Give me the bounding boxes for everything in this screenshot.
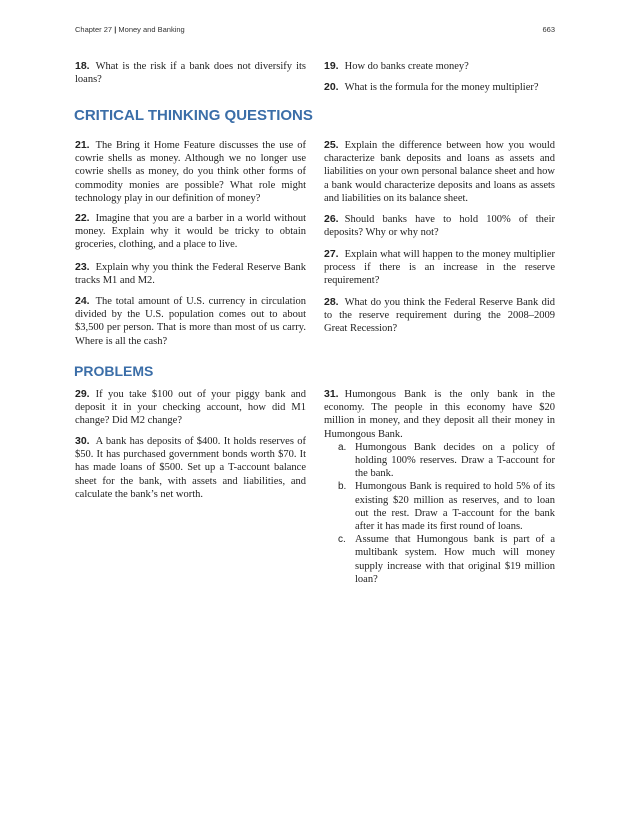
question-19 bbox=[324, 60, 555, 73]
problem-31-subitems bbox=[324, 441, 555, 586]
chapter-number: Chapter 27 bbox=[75, 25, 113, 34]
question-number: 21. bbox=[75, 139, 90, 151]
question-number: 20. bbox=[324, 81, 339, 93]
question-text: What is the formula for the money multiplier? bbox=[344, 82, 539, 93]
question-number: 29. bbox=[75, 388, 90, 400]
question-text: If you take $100 out of your piggy bank and deposit it in your checking account, how did M1 change? Did M2 change? bbox=[75, 389, 306, 427]
question-20 bbox=[324, 81, 555, 94]
page-number: 663 bbox=[542, 25, 555, 34]
question-22 bbox=[75, 212, 306, 252]
question-text: Explain why you think the Federal Reserve Bank tracks M1 and M2. bbox=[75, 262, 306, 287]
question-18 bbox=[75, 60, 306, 86]
question-text: Explain the difference between how you would characterize bank deposits and loans as assets and liabilities on your own personal balance sheet and how a bank would characterize deposits and loans as assets and liabilities on its balance sheet. bbox=[324, 140, 555, 204]
header-separator: | bbox=[114, 25, 117, 34]
question-number: 28. bbox=[324, 296, 339, 308]
question-24 bbox=[75, 295, 306, 348]
question-text: A bank has deposits of $400. It holds reserves of $50. It has purchased government bonds worth $70. It has made loans of $500. Set up a T-account balance sheet for the bank, with assets and liabilities, and calculate the bank’s net worth. bbox=[75, 436, 306, 500]
question-number: 22. bbox=[75, 212, 90, 224]
subitem-c bbox=[324, 533, 555, 586]
problem-31 bbox=[324, 388, 555, 586]
question-text: What do you think the Federal Reserve Bank did to the reserve requirement during the 2008–2009 Great Recession? bbox=[324, 297, 555, 335]
subitem-b bbox=[324, 480, 555, 533]
question-28 bbox=[324, 296, 555, 336]
question-text: Humongous Bank is the only bank in the economy. The people in this economy have $20 million in money, and they deposit all their money in Humongous Bank. bbox=[324, 389, 555, 440]
question-27 bbox=[324, 248, 555, 288]
question-text: Imagine that you are a barber in a world without money. Explain why it would be tricky to obtain groceries, clothing, and a place to live. bbox=[75, 213, 306, 251]
subitem-marker: b. bbox=[338, 481, 347, 493]
question-25 bbox=[324, 139, 555, 205]
page-header bbox=[75, 25, 555, 37]
problem-30 bbox=[75, 435, 306, 501]
subitem-a bbox=[324, 441, 555, 481]
subitem-text: Humongous Bank is required to hold 5% of its existing $20 million as reserves, and to loan out the rest. Draw a T-account for the bank after it has made its first round of loans. bbox=[355, 481, 555, 533]
question-number: 26. bbox=[324, 213, 339, 225]
question-text: The total amount of U.S. currency in circulation divided by the U.S. population comes out to about $3,500 per person. That is more than most of us carry. Where is all the cash? bbox=[75, 296, 306, 347]
question-21 bbox=[75, 139, 306, 205]
question-number: 23. bbox=[75, 261, 90, 273]
question-text: Should banks have to hold 100% of their deposits? Why or why not? bbox=[324, 214, 555, 239]
subitem-text: Humongous Bank decides on a policy of holding 100% reserves. Draw a T-account for the bank. bbox=[355, 441, 555, 480]
question-text: What is the risk if a bank does not diversify its loans? bbox=[75, 61, 306, 86]
question-number: 24. bbox=[75, 295, 90, 307]
subitem-marker: a. bbox=[338, 441, 347, 453]
question-number: 27. bbox=[324, 248, 339, 260]
subitem-text: Assume that Humongous bank is part of a multibank system. How much will money supply increase with that original $19 million loan? bbox=[355, 534, 555, 585]
question-text: Explain what will happen to the money multiplier process if there is an increase in the reserve requirement? bbox=[324, 249, 555, 287]
question-number: 19. bbox=[324, 60, 339, 72]
problem-29 bbox=[75, 388, 306, 428]
question-text: How do banks create money? bbox=[344, 61, 469, 72]
chapter-title: Money and Banking bbox=[118, 25, 185, 34]
question-text: The Bring it Home Feature discusses the use of cowrie shells as money. Although we no longer use cowrie shells as money, do you think other forms of commodity monies are possible? What role might technology play in our definition of money? bbox=[75, 140, 306, 204]
chapter-label bbox=[75, 25, 185, 34]
problems-heading: PROBLEMS bbox=[74, 363, 154, 379]
question-26 bbox=[324, 213, 555, 239]
question-23 bbox=[75, 261, 306, 287]
question-number: 31. bbox=[324, 388, 339, 400]
subitem-marker: c. bbox=[338, 534, 346, 546]
critical-thinking-heading: CRITICAL THINKING QUESTIONS bbox=[74, 107, 313, 124]
question-number: 18. bbox=[75, 60, 90, 72]
question-number: 30. bbox=[75, 435, 90, 447]
question-number: 25. bbox=[324, 139, 339, 151]
